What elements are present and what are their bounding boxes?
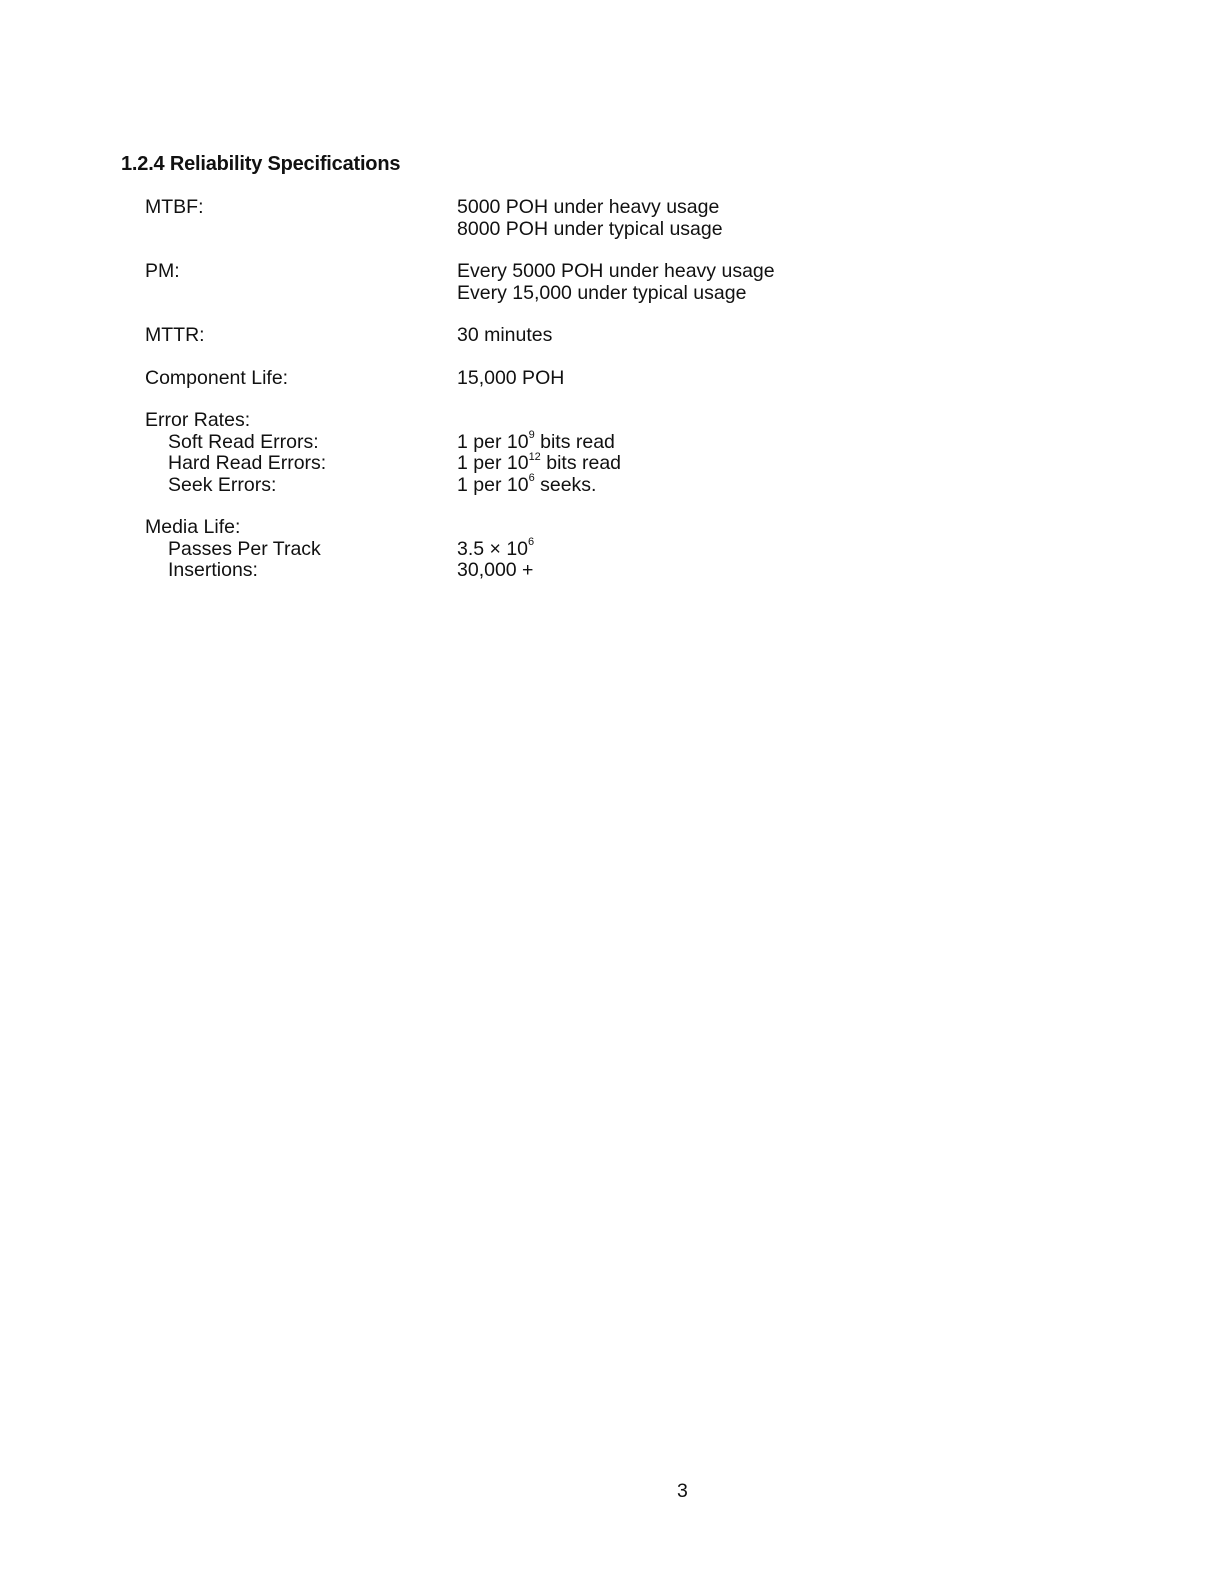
spec-row-pm bbox=[145, 261, 905, 304]
spec-sublabel-hard-read-errors: Hard Read Errors: bbox=[168, 452, 327, 474]
page-number: 3 bbox=[677, 1480, 688, 1502]
spec-value-mtbf-heavy: 5000 POH under heavy usage bbox=[457, 196, 720, 218]
spec-label-pm: PM: bbox=[145, 260, 180, 282]
value-exponent: 9 bbox=[528, 429, 535, 441]
spec-sublabel-insertions: Insertions: bbox=[168, 559, 258, 581]
reliability-spec-list bbox=[145, 197, 905, 603]
spec-value-mttr: 30 minutes bbox=[457, 324, 553, 346]
spec-value-hard-read-errors bbox=[457, 450, 905, 475]
spec-label-component-life: Component Life: bbox=[145, 366, 289, 389]
spec-label-mttr: MTTR: bbox=[145, 324, 205, 346]
value-suffix: bits read bbox=[540, 452, 622, 474]
spec-row-media-life bbox=[145, 517, 905, 582]
value-exponent: 12 bbox=[528, 450, 541, 463]
spec-value-mtbf-typical: 8000 POH under typical usage bbox=[457, 217, 723, 240]
spec-row-mttr bbox=[145, 325, 905, 347]
spec-value-pm-typical: Every 15,000 under typical usage bbox=[457, 281, 747, 304]
spec-label-mtbf: MTBF: bbox=[145, 196, 204, 218]
spec-value-pm-heavy: Every 5000 POH under heavy usage bbox=[457, 260, 775, 282]
spec-value-passes-per-track bbox=[457, 536, 905, 561]
spec-sublabel-soft-read-errors: Soft Read Errors: bbox=[168, 430, 319, 453]
spec-value-soft-read-errors bbox=[457, 429, 905, 454]
value-prefix: 3.5 × 10 bbox=[457, 537, 529, 560]
spec-row-component-life bbox=[145, 368, 905, 390]
spacer-line bbox=[457, 410, 905, 432]
spec-value-component-life: 15,000 POH bbox=[457, 366, 565, 389]
value-prefix: 1 per 10 bbox=[457, 452, 529, 474]
spec-label-error-rates: Error Rates: bbox=[145, 409, 251, 431]
value-suffix: bits read bbox=[534, 430, 615, 453]
spec-value-insertions: 30,000 + bbox=[457, 559, 534, 581]
value-exponent: 6 bbox=[528, 536, 535, 548]
spec-sublabel-passes-per-track: Passes Per Track bbox=[168, 537, 321, 560]
value-prefix: 1 per 10 bbox=[457, 430, 529, 453]
spec-sublabel-seek-errors: Seek Errors: bbox=[168, 473, 277, 496]
spacer-line bbox=[457, 517, 905, 539]
spec-row-error-rates bbox=[145, 410, 905, 496]
spec-value-seek-errors bbox=[457, 472, 905, 497]
value-exponent: 6 bbox=[528, 472, 535, 484]
value-suffix: seeks. bbox=[534, 473, 597, 496]
spec-row-mtbf bbox=[145, 197, 905, 240]
section-heading: 1.2.4 Reliability Specifications bbox=[121, 153, 401, 175]
value-prefix: 1 per 10 bbox=[457, 473, 529, 496]
spec-label-media-life: Media Life: bbox=[145, 516, 241, 538]
